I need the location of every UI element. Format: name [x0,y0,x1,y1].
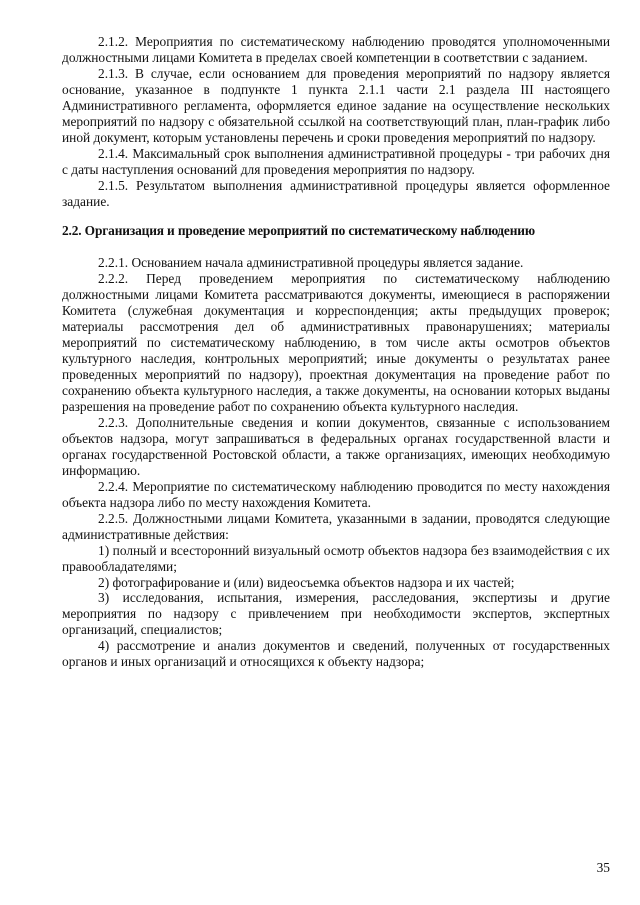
list-item-4: 4) рассмотрение и анализ документов и сведений, полученных от государственных органов и иных организаций и относящихся к объекту надзора; [62,638,610,670]
section-heading: 2.2. Организация и проведение мероприятий по систематическому наблюдению [62,223,535,239]
paragraph-2-2-3: 2.2.3. Дополнительные сведения и копии документов, связанные с использованием объектов надзора, могут запрашиваться в федеральных органах государственной власти и органах государственной Ростовской области, а также организациях, имеющих необходимую информацию. [62,414,610,478]
paragraph-2-2-1: 2.2.1. Основанием начала административной процедуры является задание. [98,255,524,271]
paragraph-2-2-2: 2.2.2. Перед проведением мероприятия по систематическому наблюдению должностными лицами Комитета рассматриваются документы, имеющиеся в распоряжении Комитета (служебная документация и корреспонденция; акты предыдущих проверок; материалы рассмотрения дел об административных правонарушениях; материалы мероприятий по систематическому наблюдению, в том числе акты осмотров объектов культурного наследия, контрольных мероприятий; иные документы о результатах ранее проведенных мероприятий по надзору), проектная документация на проведение работ по сохранению объекта культурного наследия, а также документы, на основании которых выданы разрешения на проведение работ по сохранению объекта культурного наследия. [62,271,610,415]
paragraph-2-1-4: 2.1.4. Максимальный срок выполнения административной процедуры - три рабочих дня с даты наступления оснований для проведения мероприятия по надзору. [62,145,610,177]
paragraph-2-1-3: 2.1.3. В случае, если основанием для проведения мероприятий по надзору является основание, указанное в подпункте 1 пункта 2.1.1 части 2.1 раздела III настоящего Административного регламента, оформляется единое задание на осуществление нескольких мероприятий по надзору с обязательной ссылкой на соответствующий план, план-график либо иной документ, которым установлены перечень и сроки проведения мероприятий по надзору. [62,65,610,145]
paragraph-2-2-5: 2.2.5. Должностными лицами Комитета, указанными в задании, проводятся следующие административные действия: [62,510,610,542]
paragraph-2-1-2: 2.1.2. Мероприятия по систематическому наблюдению проводятся уполномоченными должностными лицами Комитета в пределах своей компетенции в соответствии с заданием. [62,34,610,65]
paragraph-2-1-5: 2.1.5. Результатом выполнения административной процедуры является оформленное задание. [62,177,610,209]
list-item-2: 2) фотографирование и (или) видеосъемка объектов надзора и их частей; [98,574,515,590]
list-item-1: 1) полный и всесторонний визуальный осмотр объектов надзора без взаимодействия с их правообладателями; [62,542,610,574]
document-page [62,34,610,670]
paragraph-2-2-4: 2.2.4. Мероприятие по систематическому наблюдению проводится по месту нахождения объекта надзора либо по месту нахождения Комитета. [62,478,610,510]
list-item-3: 3) исследования, испытания, измерения, расследования, экспертизы и другие мероприятия по надзору с привлечением при необходимости экспертов, экспертных организаций, специалистов; [62,590,610,638]
page-number: 35 [596,860,610,875]
